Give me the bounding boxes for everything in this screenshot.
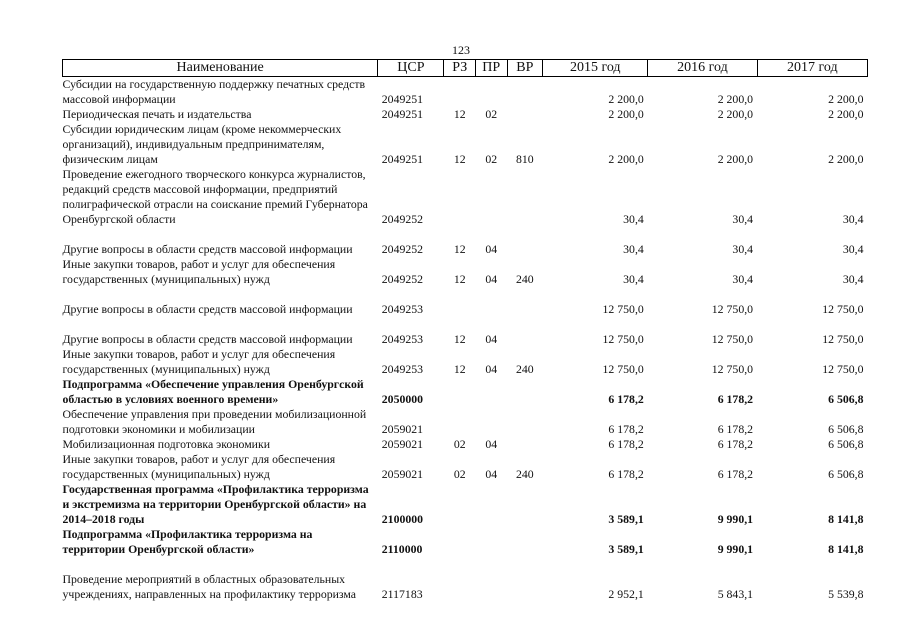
- cell-pr: [475, 407, 507, 437]
- cell-rz: 12: [453, 152, 466, 166]
- cell-2016: 2 200,0: [717, 152, 754, 166]
- cell-2016: 6 178,2: [717, 467, 754, 481]
- cell-2016: 5 843,1: [717, 587, 754, 601]
- table-body: [63, 77, 868, 603]
- cell-2017: 2 200,0: [828, 107, 864, 121]
- cell-2016: 2 200,0: [717, 92, 754, 106]
- cell-vr: [507, 227, 543, 257]
- cell-csr: 2049253: [381, 302, 424, 316]
- cell-vr: 240: [516, 272, 534, 286]
- cell-rz: 12: [453, 107, 466, 121]
- cell-2015: 6 178,2: [608, 467, 644, 481]
- cell-2015: 2 200,0: [608, 152, 644, 166]
- cell-vr: [507, 287, 543, 317]
- table-row: [63, 227, 868, 257]
- cell-csr: 2049252: [381, 272, 424, 286]
- header-rz: РЗ: [444, 60, 476, 77]
- cell-2015: 2 200,0: [608, 92, 644, 106]
- cell-pr: [475, 377, 507, 407]
- cell-name: Подпрограмма «Обеспечение управления Оренбургской областью в условиях военного времени»: [62, 377, 364, 406]
- cell-pr: 04: [485, 362, 498, 376]
- cell-pr: 02: [485, 107, 498, 121]
- cell-2017: 5 539,8: [828, 587, 864, 601]
- table-row: [63, 122, 868, 167]
- cell-2016: 30,4: [732, 272, 754, 286]
- cell-2016: 9 990,1: [717, 542, 754, 556]
- table-row: [63, 77, 868, 108]
- cell-2015: 6 178,2: [608, 437, 644, 451]
- cell-2017: 12 750,0: [822, 362, 864, 376]
- cell-2015: 30,4: [623, 212, 644, 226]
- table-row: [63, 557, 868, 602]
- cell-2015: 12 750,0: [602, 362, 644, 376]
- cell-csr: 2059021: [381, 422, 424, 436]
- cell-2016: 12 750,0: [711, 362, 754, 376]
- cell-vr: [507, 167, 543, 227]
- cell-vr: 810: [516, 152, 534, 166]
- cell-pr: 04: [485, 437, 498, 451]
- cell-name: Другие вопросы в области средств массовой информации: [62, 332, 353, 346]
- cell-pr: 04: [485, 242, 498, 256]
- cell-name: Другие вопросы в области средств массовой информации: [62, 302, 353, 316]
- cell-pr: [475, 167, 507, 227]
- cell-2016: 6 178,2: [717, 392, 754, 406]
- cell-name: Обеспечение управления при проведении мобилизационной подготовки экономики и мобилизации: [62, 407, 367, 436]
- cell-name: Периодическая печать и издательства: [62, 107, 252, 121]
- cell-name: Иные закупки товаров, работ и услуг для обеспечения государственных (муниципальных) нужд: [62, 347, 336, 376]
- table-row: [63, 167, 868, 227]
- cell-csr: 2049253: [381, 362, 424, 376]
- cell-vr: [507, 437, 543, 452]
- cell-csr: 2110000: [381, 542, 423, 556]
- cell-2015: 30,4: [623, 242, 644, 256]
- cell-rz: 02: [453, 437, 466, 451]
- cell-rz: 12: [453, 272, 466, 286]
- cell-2017: 6 506,8: [828, 392, 864, 406]
- cell-2017: 30,4: [842, 212, 864, 226]
- cell-2017: 8 141,8: [828, 512, 864, 526]
- cell-rz: [444, 557, 476, 602]
- cell-pr: 04: [485, 332, 498, 346]
- cell-2017: 12 750,0: [822, 332, 864, 346]
- cell-csr: 2100000: [381, 512, 424, 526]
- cell-rz: 12: [453, 332, 466, 346]
- cell-rz: 12: [453, 362, 466, 376]
- cell-2015: 30,4: [623, 272, 644, 286]
- cell-pr: [475, 77, 507, 108]
- cell-name: Проведение мероприятий в областных образовательных учреждениях, направленных на профилактику терроризма: [62, 572, 357, 601]
- cell-rz: [444, 527, 476, 557]
- cell-name: Субсидии на государственную поддержку печатных средств массовой информации: [62, 77, 366, 106]
- cell-2015: 3 589,1: [608, 542, 644, 556]
- cell-rz: [444, 482, 476, 527]
- cell-2017: 12 750,0: [822, 302, 864, 316]
- table-row: [63, 527, 868, 557]
- cell-2016: 6 178,2: [717, 422, 754, 436]
- cell-2016: 2 200,0: [717, 107, 754, 121]
- cell-2015: 3 589,1: [608, 512, 644, 526]
- cell-2017: 30,4: [842, 272, 864, 286]
- page-number: 123: [452, 43, 470, 57]
- cell-2017: 2 200,0: [828, 152, 864, 166]
- table-row: [63, 482, 868, 527]
- cell-name: Другие вопросы в области средств массовой информации: [62, 242, 353, 256]
- cell-name: Субсидии юридическим лицам (кроме некоммерческих организаций), индивидуальным предпринимателям, физическим лицам: [62, 122, 342, 166]
- cell-vr: 240: [516, 362, 534, 376]
- cell-2016: 6 178,2: [717, 437, 754, 451]
- table-row: [63, 107, 868, 122]
- cell-vr: [507, 527, 543, 557]
- cell-2015: 12 750,0: [602, 332, 644, 346]
- cell-vr: [507, 482, 543, 527]
- table-row: [63, 452, 868, 482]
- table-row: [63, 377, 868, 407]
- header-pr: ПР: [475, 60, 507, 77]
- cell-2017: 6 506,8: [828, 422, 864, 436]
- table-row: [63, 437, 868, 452]
- cell-vr: [507, 557, 543, 602]
- cell-rz: [444, 77, 476, 108]
- cell-2017: 8 141,8: [828, 542, 864, 556]
- cell-name: Иные закупки товаров, работ и услуг для обеспечения государственных (муниципальных) нужд: [62, 257, 336, 286]
- cell-2016: 30,4: [732, 212, 754, 226]
- cell-name: Иные закупки товаров, работ и услуг для обеспечения государственных (муниципальных) нужд: [62, 452, 336, 481]
- cell-2016: 12 750,0: [711, 302, 754, 316]
- cell-csr: 2050000: [381, 392, 424, 406]
- cell-name: Подпрограмма «Профилактика терроризма на территории Оренбургской области»: [62, 527, 313, 556]
- table-row: [63, 347, 868, 377]
- cell-2015: 2 200,0: [608, 107, 644, 121]
- table-row: [63, 287, 868, 317]
- cell-csr: 2049252: [381, 212, 424, 226]
- cell-rz: [444, 287, 476, 317]
- header-vr: ВР: [507, 60, 543, 77]
- cell-2017: 6 506,8: [828, 467, 864, 481]
- cell-2015: 2 952,1: [608, 587, 644, 601]
- header-name: Наименование: [63, 60, 378, 77]
- header-2016: 2016 год: [648, 60, 757, 77]
- cell-2016: 30,4: [732, 242, 754, 256]
- cell-pr: [475, 482, 507, 527]
- cell-csr: 2049251: [381, 107, 424, 121]
- cell-2017: 2 200,0: [828, 92, 864, 106]
- cell-rz: 12: [453, 242, 466, 256]
- cell-vr: [507, 107, 543, 122]
- cell-rz: [444, 377, 476, 407]
- table-row: [63, 257, 868, 287]
- header-2015: 2015 год: [543, 60, 648, 77]
- cell-2016: 12 750,0: [711, 332, 754, 346]
- cell-csr: 2117183: [381, 587, 423, 601]
- cell-rz: 02: [453, 467, 466, 481]
- cell-csr: 2059021: [381, 467, 424, 481]
- cell-pr: 02: [485, 152, 498, 166]
- cell-rz: [444, 167, 476, 227]
- cell-csr: 2049251: [381, 92, 424, 106]
- cell-name: Мобилизационная подготовка экономики: [62, 437, 271, 451]
- cell-2015: 12 750,0: [602, 302, 644, 316]
- cell-name: Проведение ежегодного творческого конкурса журналистов, редакций средств массовой информации, предприятий полиграфической отрасли на соискание премий Губернатора Оренбургской области: [62, 167, 368, 226]
- table-header: [63, 60, 868, 77]
- cell-vr: [507, 407, 543, 437]
- cell-2017: 6 506,8: [828, 437, 864, 451]
- header-2017: 2017 год: [757, 60, 867, 77]
- table-row: [63, 407, 868, 437]
- cell-csr: 2049251: [381, 152, 424, 166]
- cell-pr: 04: [485, 467, 498, 481]
- cell-pr: [475, 287, 507, 317]
- cell-pr: [475, 557, 507, 602]
- table-row: [63, 317, 868, 347]
- cell-csr: 2059021: [381, 437, 424, 451]
- cell-rz: [444, 407, 476, 437]
- cell-pr: 04: [485, 272, 498, 286]
- cell-2017: 30,4: [842, 242, 864, 256]
- cell-vr: 240: [516, 467, 534, 481]
- cell-vr: [507, 317, 543, 347]
- cell-pr: [475, 527, 507, 557]
- budget-table: [62, 59, 868, 602]
- cell-csr: 2049252: [381, 242, 424, 256]
- cell-vr: [507, 77, 543, 108]
- cell-2015: 6 178,2: [608, 392, 644, 406]
- header-csr: ЦСР: [378, 60, 444, 77]
- cell-name: Государственная программа «Профилактика терроризма и экстремизма на территории Оренбургской области» на 2014–2018 годы: [62, 482, 369, 526]
- cell-2015: 6 178,2: [608, 422, 644, 436]
- cell-2016: 9 990,1: [717, 512, 754, 526]
- cell-vr: [507, 377, 543, 407]
- cell-csr: 2049253: [381, 332, 424, 346]
